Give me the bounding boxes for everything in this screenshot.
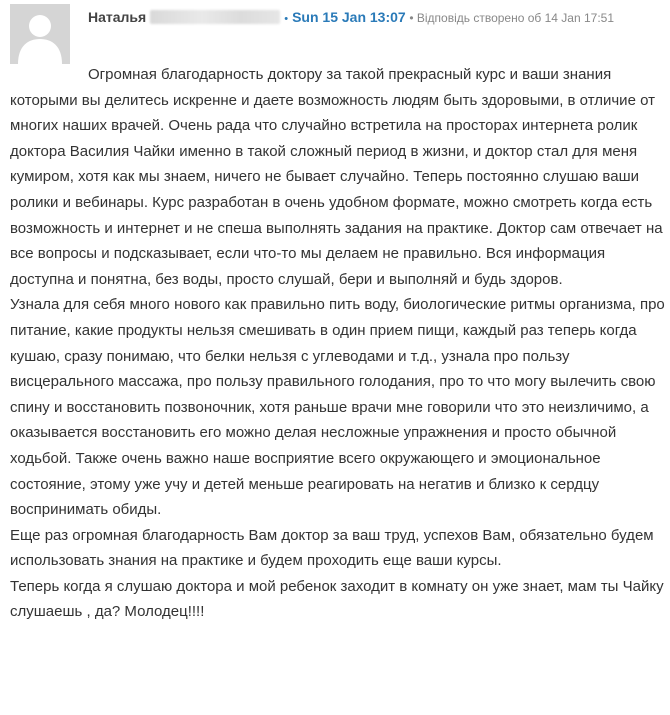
reply-info: • Відповідь створено об 14 Jan 17:51 [409,11,615,25]
comment-header [88,4,664,32]
author-name[interactable]: Наталья [88,9,147,25]
blurred-surname [150,10,280,24]
comment-paragraph: Узнала для себя много нового как правильно пить воду, биологические ритмы организма, про питание, какие продукты нельзя смешивать в один прием пищи, каждый раз теперь когда кушаю, сразу понимаю, что белки нельзя с углеводами и т.д., узнала про пользу висцерального массажа, про пользу правильного голодания, про то что могу вылечить свою спину и восстановить позвоночник, хотя раньше врачи мне говорили что это неизличимо, а оказывается восстановить его можно делая несложные упражнения и просто обычной ходьбой. Также очень важно наше восприятие всего окружающего и эмоциональное состояние, этому уже учу и детей меньше реагировать на негатив и близко к сердцу воспринимать обиды. [10,296,665,519]
avatar[interactable] [10,4,70,64]
comment-body [10,62,665,625]
comment-paragraph: Теперь когда я слушаю доктора и мой ребенок заходит в комнату он уже знает, мам ты Чайку слушаешь , да? Молодец!!!! [10,577,664,621]
comment-date[interactable]: Sun 15 Jan 13:07 [292,9,406,25]
separator-dot: • [284,13,289,25]
comment-paragraph: Огромная благодарность доктору за такой прекрасный курс и ваши знания которыми вы делитесь искренне и даете возможность людям быть здоровыми, в отличие от многих наших врачей. Очень рада что случайно встретила на просторах интернета ролик доктора Василия Чайки именно в такой сложный период в жизни, и доктор стал для меня кумиром, хотя как мы знаем, ничего не бывает случайно. Теперь постоянно слушаю ваши ролики и вебинары. Курс разработан в очень удобном формате, можно смотреть когда есть возможность и интернет и не спеша выполнять задания на практике. Доктор сам отвечает на все вопросы и подсказывает, если что-то мы делаем не правильно. Вся информация доступна и понятна, без воды, просто слушай, бери и выполняй и будь здоров. [10,66,663,288]
comment-paragraph: Еще раз огромная благодарность Вам доктор за ваш труд, успехов Вам, обязательно будем использовать знания на практике и будем проходить еще ваши курсы. [10,526,654,570]
default-user-silhouette-icon [10,4,70,64]
